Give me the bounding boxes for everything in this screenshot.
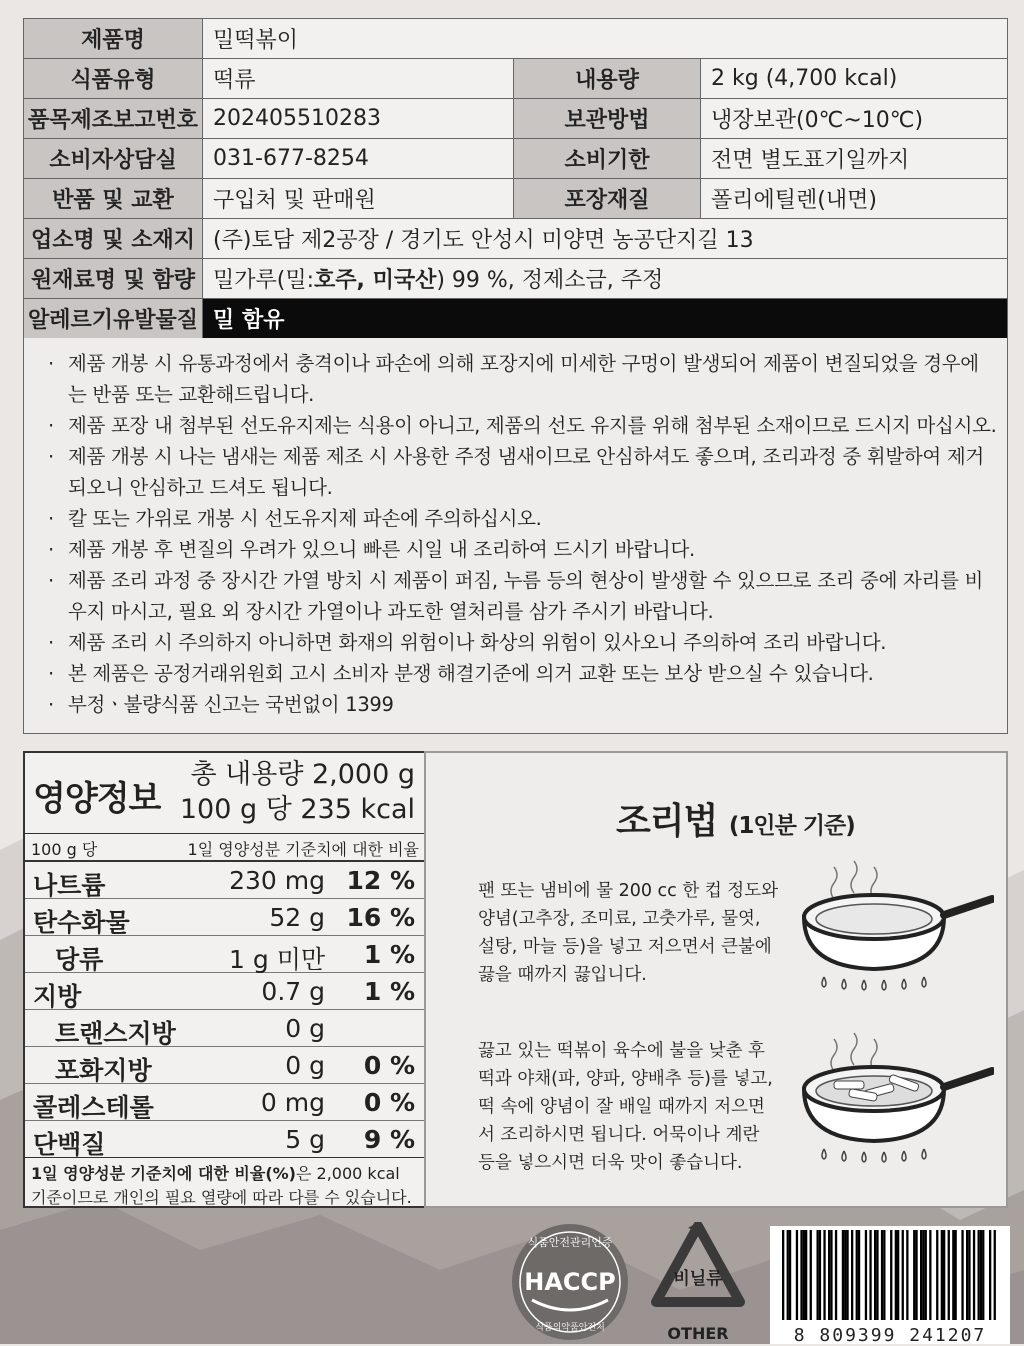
barcode-bar	[936, 1230, 938, 1320]
nutrient-name: 지방	[33, 982, 82, 1011]
content-label: 내용량	[514, 59, 701, 99]
nutrient-name: 트랜스지방	[55, 1019, 176, 1048]
nutrition-total	[180, 757, 415, 827]
nutrient-percent: 0 %	[363, 1088, 415, 1117]
barcode-bar	[961, 1230, 963, 1320]
nutrient-percent: 1 %	[363, 977, 415, 1006]
nutrient-value: 52 g	[269, 903, 325, 932]
product-name-value: 밀떡볶이	[203, 19, 1008, 59]
nutrient-value: 0 mg	[260, 1088, 325, 1117]
barcode-bar	[978, 1230, 980, 1320]
barcode-bar	[846, 1230, 848, 1320]
nutrient-percent: 0 %	[363, 1051, 415, 1080]
barcode-bar	[966, 1230, 968, 1320]
per-label: 100 g 당	[31, 840, 98, 859]
nutrient-row	[25, 936, 425, 973]
package-value: 폴리에틸렌(내면)	[701, 179, 1008, 219]
note-item: · 부정ㆍ불량식품 신고는 국번없이 1399	[54, 689, 997, 720]
nutrient-name: 탄수화물	[33, 908, 130, 937]
ingredients-part-c: ) 99 %, 정제소금, 주정	[436, 268, 664, 293]
barcode-bar	[968, 1230, 970, 1320]
nutrient-row	[25, 862, 425, 899]
barcode-bar	[819, 1230, 821, 1320]
haccp-bottom-text: 식품의약품안전처	[535, 1323, 605, 1333]
ratio-header: 1일 영양성분 기준치에 대한 비율	[187, 840, 419, 859]
barcode-bar	[842, 1230, 844, 1320]
nutrient-percent: 12 %	[346, 866, 415, 895]
nutrient-percent: 1 %	[363, 940, 415, 969]
per-100g-kcal: 100 g 당 235 kcal	[179, 794, 415, 825]
barcode-bar	[876, 1230, 878, 1320]
barcode-bar	[906, 1230, 908, 1320]
pan-tteokbokki-illustration	[794, 1029, 994, 1179]
barcode-bar	[881, 1230, 883, 1320]
barcode-bar	[922, 1230, 924, 1320]
barcode-bar	[828, 1230, 830, 1320]
consult-value: 031-677-8254	[203, 139, 514, 179]
barcode-bar	[851, 1230, 853, 1320]
package-label: 포장재질	[514, 179, 701, 219]
product-name-label: 제품명	[24, 19, 203, 59]
nutrient-name: 단백질	[33, 1130, 106, 1159]
ingredients-value	[203, 259, 1008, 299]
ingredients-origin: 호주, 미국산	[314, 268, 437, 293]
barcode-bar	[858, 1230, 860, 1320]
barcode-bar	[865, 1230, 867, 1320]
barcode	[770, 1226, 1010, 1344]
barcode-bar	[782, 1230, 784, 1320]
barcode-bar	[941, 1230, 943, 1320]
recipe-step-2: 끓고 있는 떡볶이 육수에 불을 낮춘 후 떡과 야채(파, 양파, 양배추 등)를 넣고, 떡 속에 양념이 잘 배일 때까지 저으면서 조리하시면 됩니다. 어묵이나 계란 등을 넣으시면 더욱 맛이 좋습니다.	[478, 1041, 773, 1173]
product-info-table	[23, 18, 1008, 339]
nutrient-value: 0 g	[285, 1051, 325, 1080]
recycle-label: 비닐류	[673, 1269, 723, 1289]
nutrient-row	[25, 1010, 425, 1047]
maker-label: 업소명 및 소재지	[24, 219, 203, 259]
nutrient-value: 0 g	[285, 1014, 325, 1043]
barcode-bar	[980, 1230, 982, 1320]
nutrient-row	[25, 973, 425, 1010]
note-item: · 제품 조리 시 주의하지 아니하면 화재의 위험이나 화상의 위험이 있사오니 주의하여 조리 바랍니다.	[54, 627, 997, 658]
haccp-logo	[510, 1222, 630, 1342]
haccp-main-text: HACCP	[524, 1268, 616, 1296]
nutrient-name: 나트륨	[33, 871, 106, 900]
content-value: 2 kg (4,700 kcal)	[701, 59, 1008, 99]
return-label: 반품 및 교환	[24, 179, 203, 219]
expiry-label: 소비기한	[514, 139, 701, 179]
nutrient-value: 1 g 미만	[229, 945, 325, 974]
barcode-bar	[856, 1230, 858, 1320]
barcode-bar	[823, 1230, 825, 1320]
nutrient-percent: 16 %	[346, 903, 415, 932]
barcode-bar	[913, 1230, 915, 1320]
barcode-bar	[844, 1230, 846, 1320]
recipe-step-1: 팬 또는 냄비에 물 200 cc 한 컵 정도와 양념(고추장, 조미료, 고춧가루, 물엿, 설탕, 마늘 등)을 넣고 저으면서 큰불에 끓을 때까지 끓입니다.	[478, 881, 779, 985]
nutrient-name: 당류	[55, 945, 104, 974]
storage-value: 냉장보관(0℃~10℃)	[701, 99, 1008, 139]
barcode-bar	[830, 1230, 832, 1320]
nutrient-value: 5 g	[285, 1125, 325, 1154]
expiry-value: 전면 별도표기일까지	[701, 139, 1008, 179]
barcode-bar	[952, 1230, 954, 1320]
food-type-value: 떡류	[203, 59, 514, 99]
nutrition-header	[25, 753, 425, 834]
footnote-bold: 1일 영양성분 기준치에 대한 비율(%)	[31, 1164, 296, 1183]
barcode-bar	[789, 1230, 791, 1320]
barcode-bar	[897, 1230, 899, 1320]
pan-water-illustration	[794, 857, 994, 1007]
barcode-bar	[955, 1230, 957, 1320]
note-item: · 제품 포장 내 첨부된 선도유지제는 식용이 아니고, 제품의 선도 유지를 위해 첨부된 소재이므로 드시지 마십시오.	[54, 410, 997, 441]
recipe-title	[616, 793, 855, 844]
recipe-panel	[424, 751, 1008, 1208]
barcode-number: 8 809399 241207	[793, 1325, 987, 1346]
nutrition-facts	[23, 751, 427, 1208]
haccp-top-text: 식품안전관리인증	[527, 1236, 613, 1249]
barcode-bar	[929, 1230, 931, 1320]
nutrient-name: 콜레스테롤	[33, 1093, 154, 1122]
barcode-bar	[874, 1230, 876, 1320]
barcode-bar	[920, 1230, 922, 1320]
note-item: · 본 제품은 공정거래위원회 고시 소비자 분쟁 해결기준에 의거 교환 또는 보상 받으실 수 있습니다.	[54, 658, 997, 689]
report-no-value: 202405510283	[203, 99, 514, 139]
barcode-bar	[973, 1230, 975, 1320]
allergy-label: 알레르기유발물질	[24, 299, 203, 339]
nutrient-percent: 9 %	[363, 1125, 415, 1154]
food-type-label: 식품유형	[24, 59, 203, 99]
barcode-bar	[803, 1230, 805, 1320]
nutrient-row	[25, 1047, 425, 1084]
ingredients-part-a: 밀가루(밀:	[213, 268, 315, 293]
nutrient-row	[25, 1084, 425, 1121]
nutrient-value: 0.7 g	[261, 977, 325, 1006]
return-value: 구입처 및 판매원	[203, 179, 514, 219]
barcode-bar	[835, 1230, 837, 1320]
nutrition-footnote	[25, 1157, 425, 1214]
recycle-icon	[648, 1222, 748, 1344]
barcode-bar	[800, 1230, 802, 1320]
caution-notes	[23, 338, 1008, 734]
consult-label: 소비자상담실	[24, 139, 203, 179]
nutrient-row	[25, 899, 425, 936]
recycle-other: OTHER	[667, 1324, 729, 1343]
report-no-label: 품목제조보고번호	[24, 99, 203, 139]
note-item: · 제품 조리 과정 중 장시간 가열 방치 시 제품이 퍼짐, 누름 등의 현상이 발생할 수 있으므로 조리 중에 자리를 비우지 마시고, 필요 외 장시간 가열이나 과도한 열처리를 삼가 주시기 바랍니다.	[54, 565, 997, 627]
recipe-subtitle: (1인분 기준)	[728, 813, 855, 839]
barcode-bar	[796, 1230, 798, 1320]
recipe-title-text: 조리법	[616, 801, 718, 842]
nutrition-title: 영양정보	[33, 779, 161, 819]
barcode-bar	[982, 1230, 984, 1320]
note-item: · 제품 개봉 시 유통과정에서 충격이나 파손에 의해 포장지에 미세한 구멍이 발생되어 제품이 변질되었을 경우에는 반품 또는 교환해드립니다.	[54, 348, 997, 410]
nutrient-name: 포화지방	[55, 1056, 152, 1085]
footnote-rest: 은 2,000 kcal 기준이므로 개인의 필요 열량에 따라 다를 수 있습니다.	[31, 1164, 412, 1207]
note-item: · 칼 또는 가위로 개봉 시 선도유지제 파손에 주의하십시오.	[54, 503, 997, 534]
maker-value: (주)토담 제2공장 / 경기도 안성시 미양면 농공단지길 13	[203, 219, 1008, 259]
barcode-bar	[810, 1230, 812, 1320]
barcode-bar	[948, 1230, 950, 1320]
barcode-bars	[770, 1226, 1010, 1322]
barcode-bar	[883, 1230, 885, 1320]
allergy-value: 밀 함유	[203, 299, 1008, 339]
barcode-bar	[805, 1230, 807, 1320]
nutrient-row	[25, 1121, 425, 1157]
barcode-bar	[915, 1230, 917, 1320]
storage-label: 보관방법	[514, 99, 701, 139]
nutrient-value: 230 mg	[229, 866, 325, 895]
total-content: 총 내용량 2,000 g	[190, 759, 415, 790]
barcode-bar	[943, 1230, 945, 1320]
barcode-bar	[817, 1230, 819, 1320]
barcode-bar	[869, 1230, 871, 1320]
nutrition-subheader	[25, 834, 425, 862]
barcode-bar	[902, 1230, 904, 1320]
barcode-bar	[925, 1230, 927, 1320]
barcode-bar	[787, 1230, 789, 1320]
barcode-bar	[895, 1230, 897, 1320]
barcode-bar	[994, 1230, 996, 1320]
barcode-bar	[890, 1230, 892, 1320]
ingredients-label: 원재료명 및 함량	[24, 259, 203, 299]
barcode-bar	[989, 1230, 991, 1320]
note-item: · 제품 개봉 후 변질의 우려가 있으니 빠른 시일 내 조리하여 드시기 바랍니다.	[54, 534, 997, 565]
note-item: · 제품 개봉 시 나는 냄새는 제품 제조 시 사용한 주정 냄새이므로 안심하셔도 좋으며, 조리과정 중 휘발하여 제거되오니 안심하고 드셔도 됩니다.	[54, 441, 997, 503]
